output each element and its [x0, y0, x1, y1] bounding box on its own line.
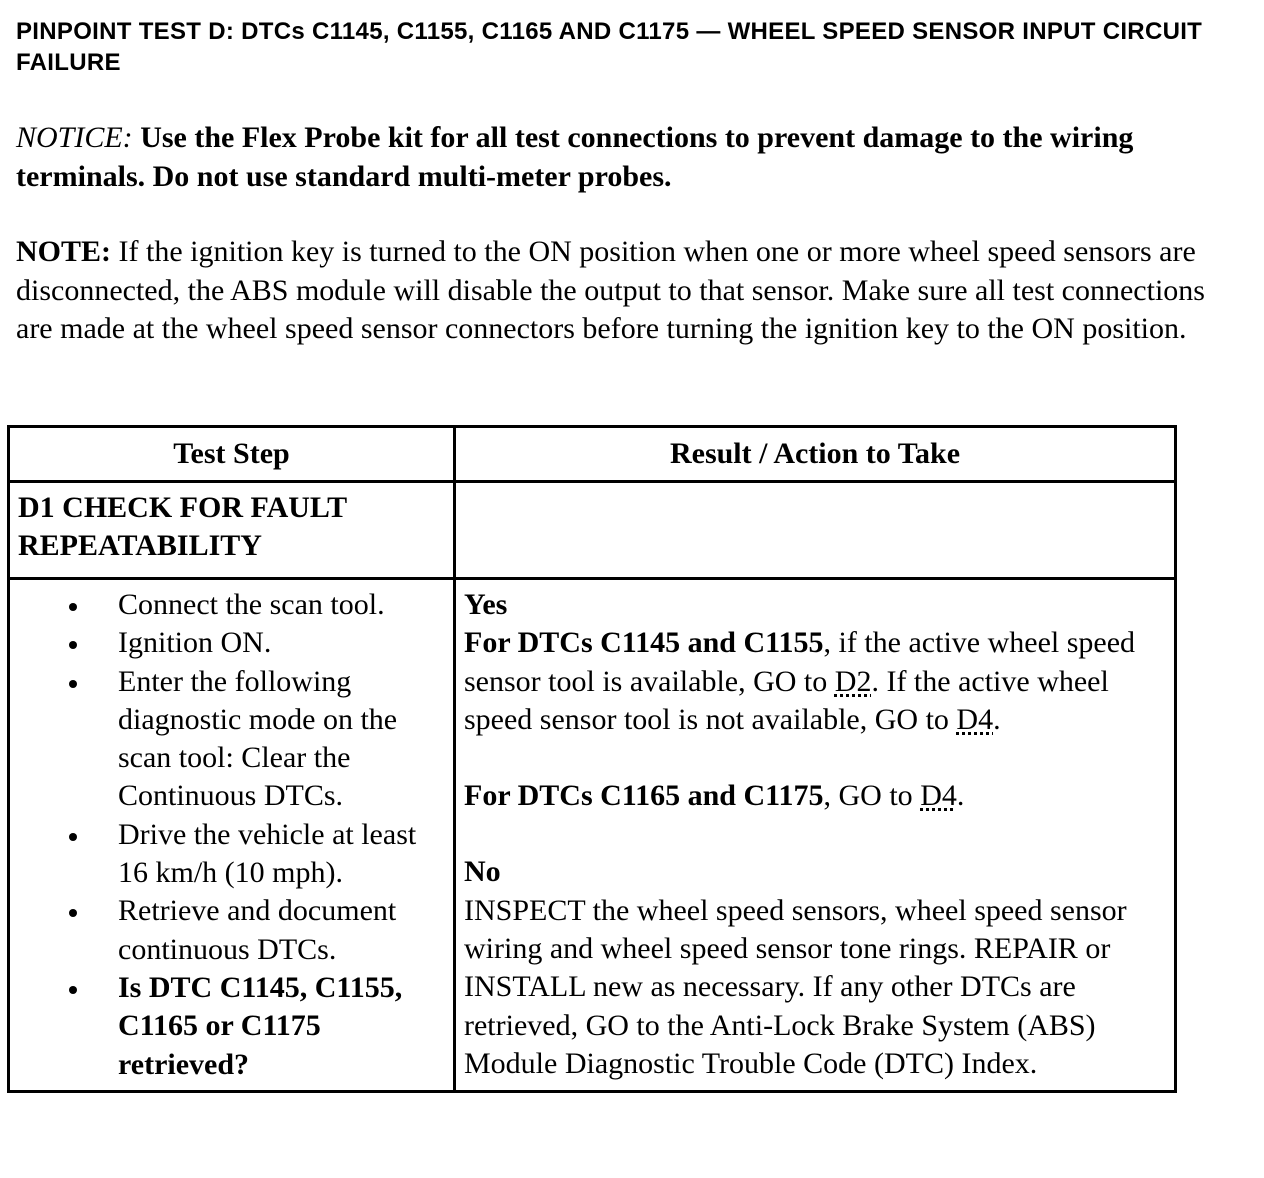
list-item: Ignition ON. — [10, 624, 449, 662]
yes-p2-text-a: , GO to — [823, 779, 921, 813]
link-d4-second[interactable]: D4 — [920, 779, 957, 813]
yes-p1-text-b: . If the active wheel speed sensor tool is not available, GO to — [464, 664, 1109, 736]
yes-p2-bold: For DTCs C1165 and C1175 — [464, 779, 824, 813]
header-test-step: Test Step — [9, 427, 455, 482]
link-d2[interactable]: D2 — [834, 664, 872, 698]
no-paragraph: INSPECT the wheel speed sensors, wheel speed sensor wiring and wheel speed sensor tone rings. REPAIR or INSTALL new as necessary. If any other DTCs are retrieved, GO to the Anti-Lock Brake System (ABS) Module Diagnostic Trouble Code (DTC) Index. — [464, 893, 1127, 1080]
test-step-cell — [9, 579, 455, 1092]
no-label: No — [464, 855, 501, 889]
spacer — [464, 815, 1166, 853]
yes-p1-text-c: . — [993, 702, 1001, 736]
table-header-row — [9, 427, 1176, 482]
yes-paragraph-1 — [464, 624, 1166, 739]
pinpoint-test-table — [7, 425, 1177, 1093]
list-item: Drive the vehicle at least 16 km/h (10 mph). — [10, 816, 449, 893]
step-title: D1 CHECK FOR FAULT REPEATABILITY — [9, 482, 455, 579]
step-title-row — [9, 482, 1176, 579]
yes-p1-text-a: , if the active wheel speed sensor tool is available, GO to — [464, 626, 1136, 698]
link-d4[interactable]: D4 — [956, 702, 994, 736]
notice-label: NOTICE: — [16, 121, 133, 154]
step-title-empty-cell — [455, 482, 1176, 579]
list-item: Enter the following diagnostic mode on the scan tool: Clear the Continuous DTCs. — [10, 663, 449, 816]
header-result-action: Result / Action to Take — [455, 427, 1176, 482]
spacer — [464, 739, 1166, 777]
note-paragraph — [16, 233, 1246, 349]
yes-label: Yes — [464, 588, 508, 621]
list-item: Connect the scan tool. — [10, 586, 449, 624]
step-body-row — [9, 579, 1176, 1092]
list-item: Retrieve and document continuous DTCs. — [10, 892, 449, 969]
page-title: PINPOINT TEST D: DTCs C1145, C1155, C1165 AND C1175 — WHEEL SPEED SENSOR INPUT CIRCUIT FAILURE — [16, 18, 1203, 76]
yes-paragraph-2 — [464, 777, 1166, 815]
notice-paragraph — [16, 118, 1236, 196]
yes-p2-text-b: . — [956, 779, 965, 813]
note-label: NOTE: — [16, 235, 112, 268]
result-action-cell — [455, 579, 1176, 1092]
list-item-question: Is DTC C1145, C1155, C1165 or C1175 retrieved? — [10, 969, 449, 1084]
note-text: If the ignition key is turned to the ON position when one or more wheel speed sensors are disconnected, the ABS module will disable the output to that sensor. Make sure all test connections are made at the wheel speed sensor connectors before turning the ignition key to the ON position. — [16, 235, 1205, 345]
notice-text: Use the Flex Probe kit for all test connections to prevent damage to the wiring terminals. Do not use standard multi-meter probes. — [16, 121, 1134, 193]
test-step-list — [10, 580, 453, 1090]
yes-p1-bold: For DTCs C1145 and C1155 — [464, 626, 824, 660]
